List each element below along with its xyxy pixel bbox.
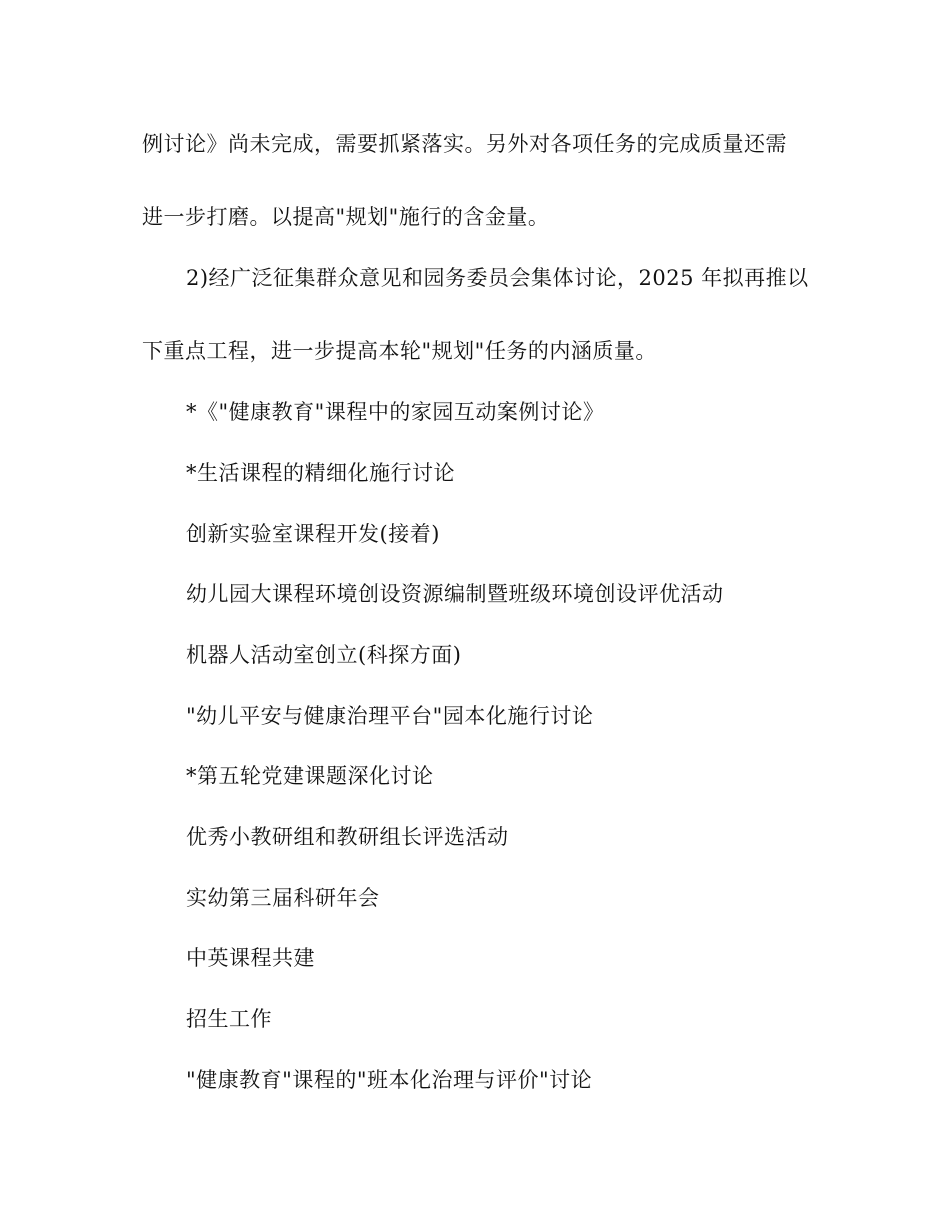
list-item: 创新实验室课程开发(接着) [186, 522, 440, 546]
list-item: 招生工作 [186, 1007, 272, 1031]
paragraph-2-line-2: 下重点工程，进一步提高本轮"规划"任务的内涵质量。 [142, 339, 657, 363]
list-item: 中英课程共建 [186, 946, 315, 970]
list-item: "健康教育"课程的"班本化治理与评价"讨论 [186, 1068, 593, 1092]
list-item: *《"健康教育"课程中的家园互动案例讨论》 [186, 400, 605, 424]
list-item: "幼儿平安与健康治理平台"园本化施行讨论 [186, 704, 594, 728]
paragraph-1-line-2: 进一步打磨。以提高"规划"施行的含金量。 [142, 205, 550, 229]
list-item: *第五轮党建课题深化讨论 [186, 764, 434, 788]
list-item: 机器人活动室创立(科探方面) [186, 643, 462, 667]
list-item: 实幼第三届科研年会 [186, 886, 380, 910]
list-item: 优秀小教研组和教研组长评选活动 [186, 825, 509, 849]
list-item: 幼儿园大课程环境创设资源编制暨班级环境创设评优活动 [186, 582, 724, 606]
list-item: *生活课程的精细化施行讨论 [186, 461, 455, 485]
paragraph-2-line-1: 2)经广泛征集群众意见和园务委员会集体讨论，2025 年拟再推以 [186, 266, 809, 290]
paragraph-1-line-1: 例讨论》尚未完成，需要抓紧落实。另外对各项任务的完成质量还需 [142, 132, 787, 156]
